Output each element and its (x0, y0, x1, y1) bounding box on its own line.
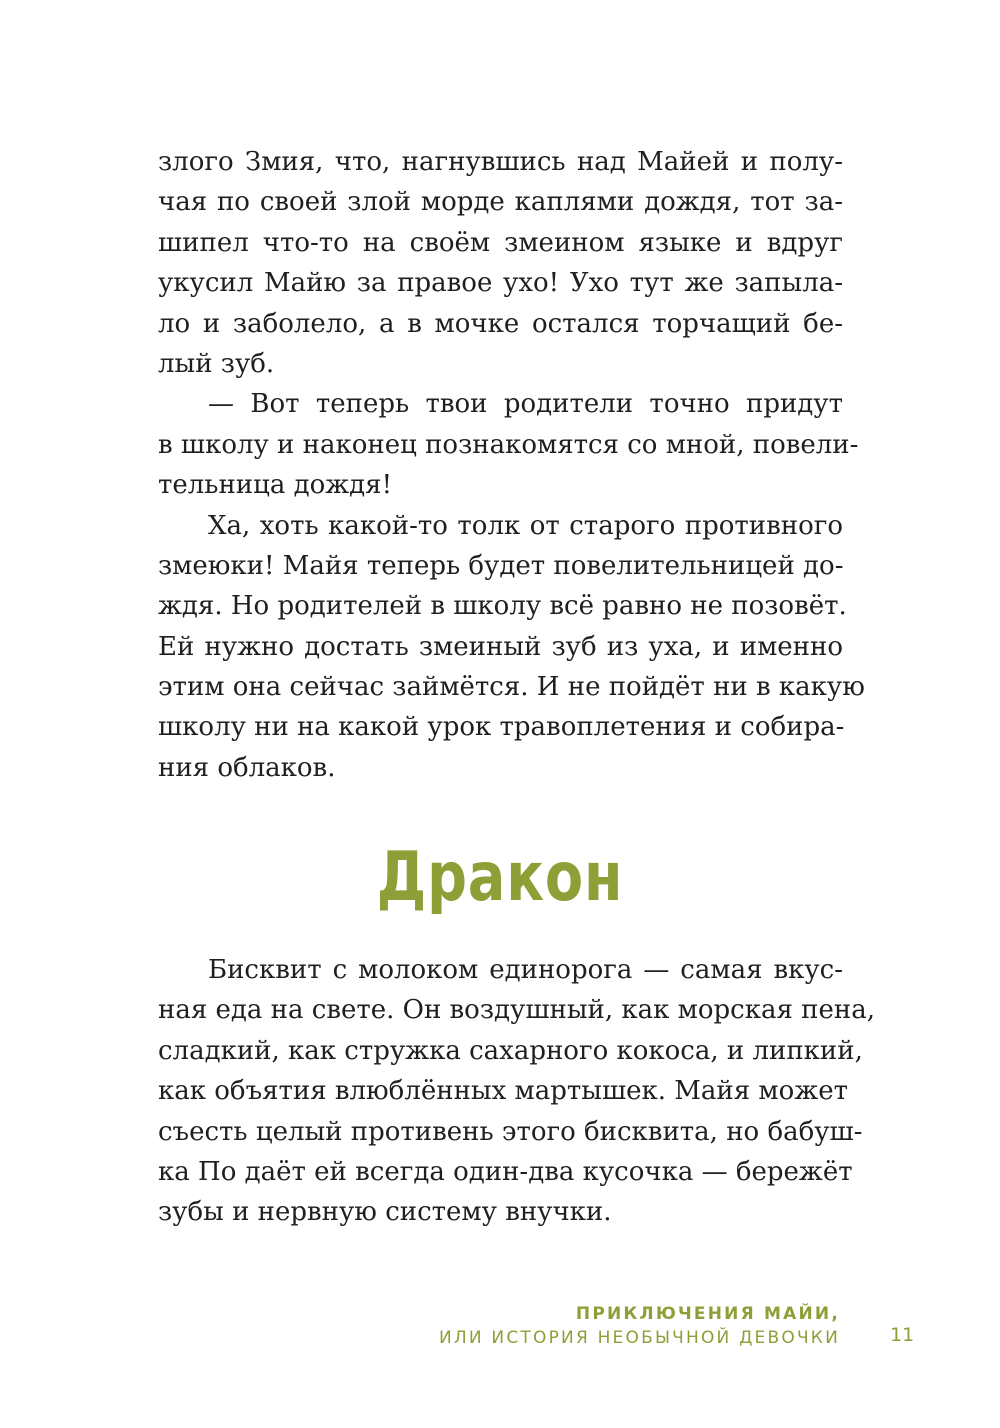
text-line: тельница дождя! (158, 470, 393, 501)
text-line: Бисквит с молоком единорога — самая вкус- (208, 955, 843, 985)
text-line: ния облаков. (158, 752, 336, 783)
text-line: чая по своей злой морде каплями дождя, тот за- (158, 187, 843, 218)
text-line: лый зуб. (158, 348, 275, 379)
text-line: ка По даёт ей всегда один-два кусочка — бережёт (158, 1156, 853, 1187)
text-line: этим она сейчас займётся. И не пойдёт ни в какую (158, 672, 865, 703)
text-line: в школу и наконец познакомятся со мной, повели- (158, 429, 859, 460)
text-line: Ей нужно достать змеиный зуб из уха, и именно (158, 631, 843, 662)
text-line: сладкий, как стружка сахарного кокоса, и липкий, (158, 1035, 863, 1066)
text-line: шипел что-то на своём змеином языке и вдруг (158, 227, 843, 258)
text-line: школу ни на какой урок травоплетения и собира- (158, 712, 845, 743)
text-line: ждя. Но родителей в школу всё равно не позовёт. (158, 591, 847, 622)
text-line: — Вот теперь твои родители точно придут (208, 389, 843, 420)
running-footer (439, 1302, 840, 1350)
text-line: ная еда на свете. Он воздушный, как морская пена, (158, 995, 875, 1026)
footer-book-title: ПРИКЛЮЧЕНИЯ МАЙИ, (575, 1304, 840, 1324)
text-line: укусил Майю за правое ухо! Ухо тут же запыла- (158, 268, 843, 299)
text-line: Ха, хоть какой-то толк от старого противного (208, 510, 843, 541)
text-line: съесть целый противень этого бисквита, но бабуш- (158, 1116, 863, 1147)
text-line: злого Змия, что, нагнувшись над Майей и полу- (158, 147, 843, 177)
footer-book-subtitle: ИЛИ ИСТОРИЯ НЕОБЫЧНОЙ ДЕВОЧКИ (439, 1328, 840, 1348)
text-block-2 (158, 950, 875, 1233)
text-line: ло и заболело, а в мочке остался торчащий бе- (158, 308, 843, 339)
chapter-title: Дракон (376, 838, 624, 917)
text-line: змеюки! Майя теперь будет повелительницей до- (158, 550, 844, 581)
text-line: зубы и нервную систему внучки. (158, 1197, 612, 1228)
page-number: 11 (890, 1324, 915, 1346)
text-line: как объятия влюблённых мартышек. Майя может (158, 1076, 848, 1107)
text-block-1 (158, 142, 865, 788)
